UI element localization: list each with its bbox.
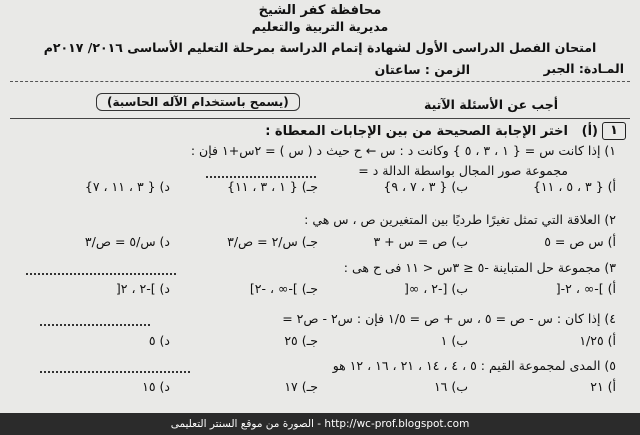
- item1-option-b: ب) { ٣ ، ٧ ، ٩}: [383, 179, 468, 194]
- item1-option-a: أ) { ٣ ، ٥ ، ١١}: [532, 179, 616, 194]
- item4-stem: ٤) إذا كان : س - ص = ٥ ، س + ص = ١/٥ فإن : س٢ - ص٢ =: [282, 311, 616, 326]
- answer-blank: [26, 273, 176, 275]
- item3-option-b: ب) [-٢ ، ∞[: [403, 281, 468, 296]
- item1-stem: ١) إذا كانت س = { ١ ، ٣ ، ٥ } وكانت د : س ← ح حيث د ( س ) = ٢س+١ فإن :: [190, 143, 616, 158]
- time-label: الزمن : ساعتان: [374, 62, 470, 77]
- item1-sub: مجموعة صور المجال بواسطة الدالة د =: [358, 163, 568, 178]
- item3-option-a: أ) ]-∞ ، ٢-[: [555, 281, 616, 296]
- item4-option-b: ب) ١: [440, 333, 468, 348]
- item2-option-a: أ) س ص = ٥: [544, 234, 616, 249]
- section-divider: [10, 118, 630, 119]
- answer-instruction: أجب عن الأسئلة الآتية: [423, 97, 558, 112]
- item5-option-d: د) ١٥: [142, 379, 170, 394]
- item4-option-d: د) ٥: [148, 333, 170, 348]
- item2-option-c: جـ) س/٢ = ص/٣: [227, 234, 318, 249]
- item5-option-c: جـ) ١٧: [284, 379, 318, 394]
- item3-option-d: د) ]-٢ ، ٢[: [115, 281, 170, 296]
- item3-option-c: جـ) ]-∞ ، -٢]: [249, 281, 318, 296]
- answer-blank: [40, 324, 150, 326]
- footer-text: الصورة من موقع السنتر التعليمى - http://wc-prof.blogspot.com: [170, 418, 470, 430]
- question-number-badge: ١: [602, 122, 626, 140]
- directorate-title: مديرية التربية والتعليم: [251, 19, 389, 34]
- question-part-label: (أ): [581, 124, 598, 139]
- item1-option-c: جـ) { ١ ، ٣ ، ١١}: [227, 179, 318, 194]
- item2-stem: ٢) العلاقة التي تمثل تغيرًا طرديًا بين المتغيرين ص ، س هي :: [304, 212, 616, 227]
- source-footer: [0, 413, 640, 435]
- item5-option-b: ب) ١٦: [433, 379, 468, 394]
- subject-label: المـادة: الجبر: [543, 61, 624, 76]
- item4-option-a: أ) ١/٢٥: [579, 333, 616, 348]
- answer-blank: [40, 371, 190, 373]
- item4-option-c: جـ) ٢٥: [284, 333, 318, 348]
- question-heading: اختر الإجابة الصحيحة من بين الإجابات المعطاة :: [265, 124, 568, 139]
- item5-stem: ٥) المدى لمجموعة القيم : ٥ ، ٤ ، ١٤ ، ٢١ ، ١٦ ، ١٢ هو: [332, 358, 616, 373]
- governorate-title: محافظة كفر الشيخ: [258, 3, 382, 18]
- item1-option-d: د) { ٣ ، ١١ ، ٧}: [84, 179, 170, 194]
- answer-blank: [206, 176, 316, 178]
- calculator-note: (يسمح باستخدام الآله الحاسبة): [96, 93, 300, 111]
- item3-stem: ٣) مجموعة حل المتباينة -٥ ≤ ٣س < ١١ فى ح هى :: [343, 260, 616, 275]
- item2-option-b: ب) ص = س + ٣: [373, 234, 468, 249]
- item5-option-a: أ) ٢١: [590, 379, 616, 394]
- exam-title: امتحان الفصل الدراسى الأول لشهادة إتمام الدراسة بمرحلة التعليم الأساسى ٢٠١٦/ ٢٠١٧م: [43, 40, 597, 55]
- item2-option-d: د) س/٥ = ص/٣: [84, 234, 170, 249]
- header-divider: [10, 81, 630, 82]
